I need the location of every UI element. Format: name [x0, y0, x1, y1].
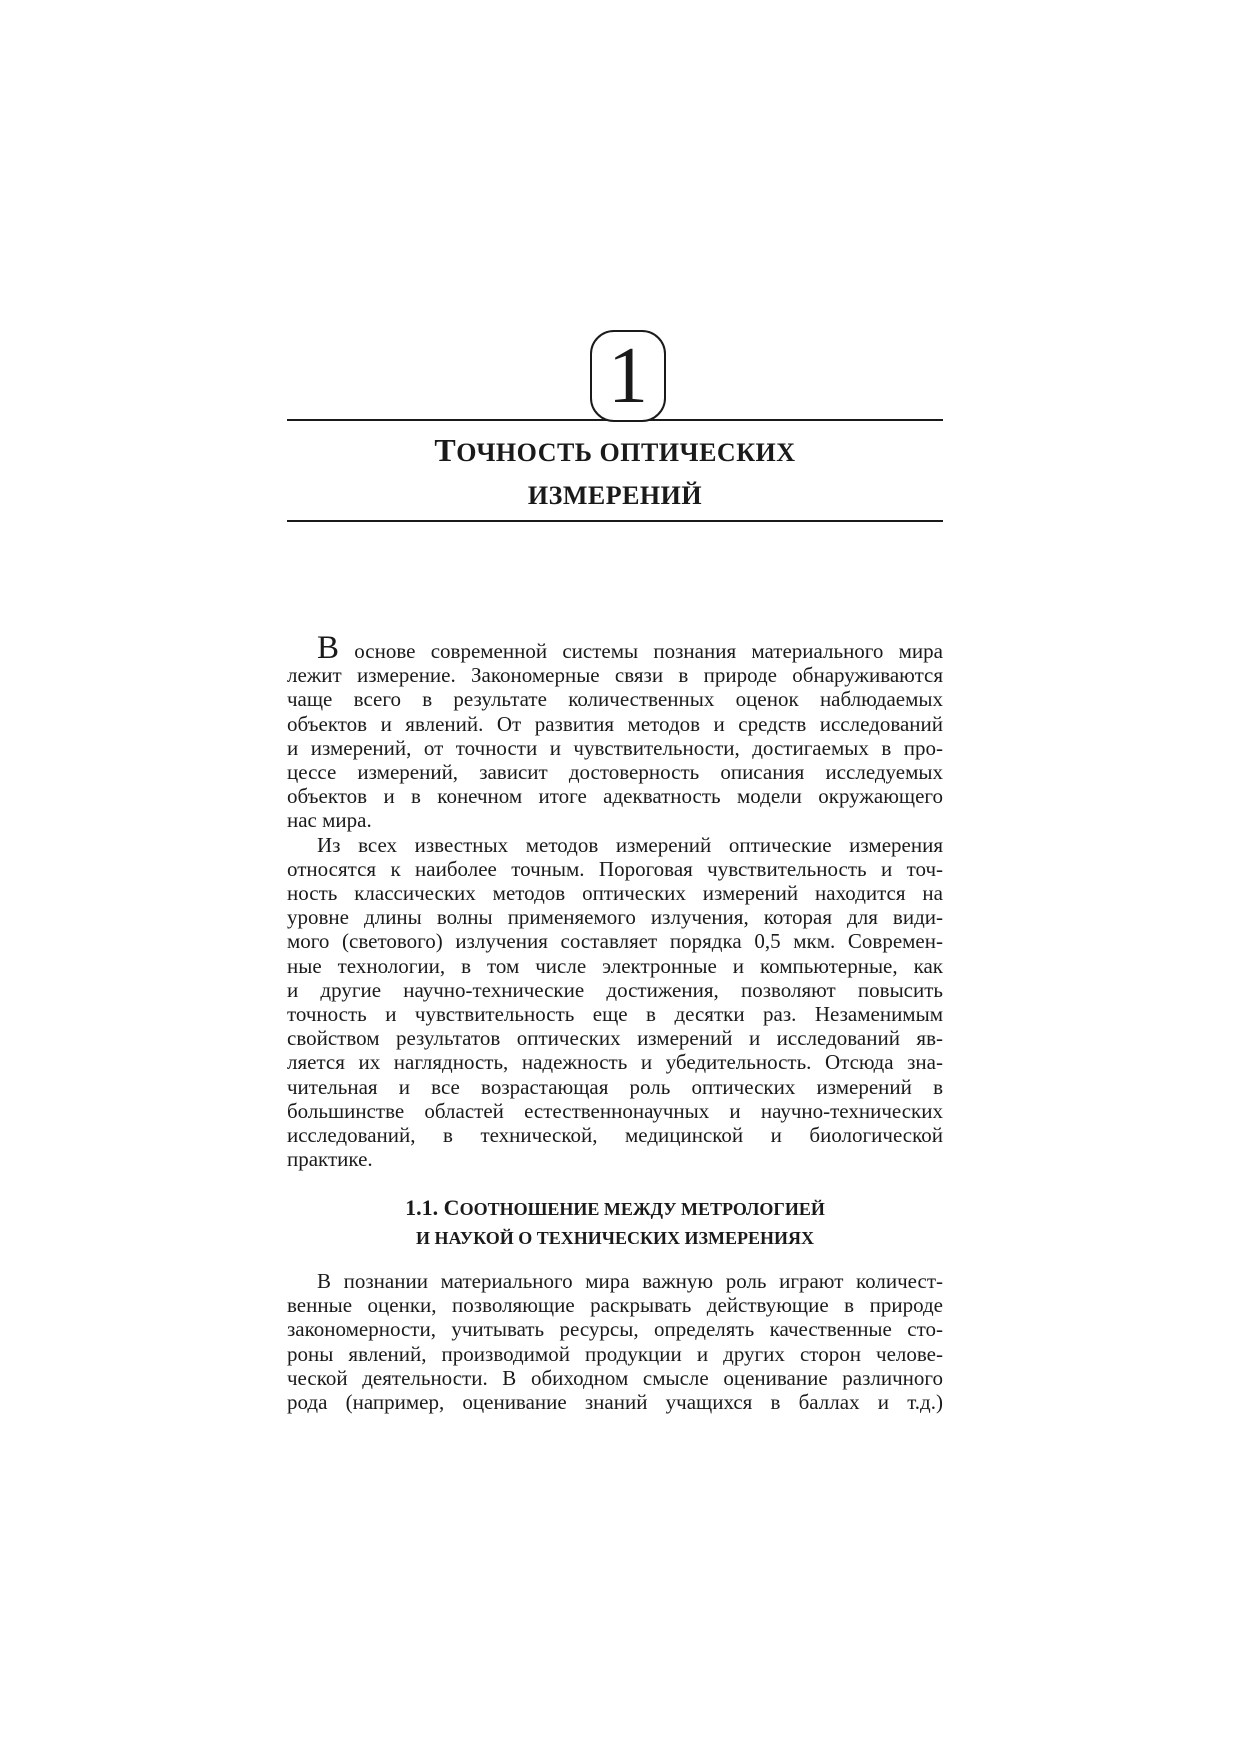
text-line: В основе современной системы познания материального мира	[317, 630, 943, 666]
chapter-title	[287, 430, 943, 516]
text-line: рода (например, оценивание знаний учащихся в баллах и т.д.)	[287, 1390, 943, 1415]
text-line: роны явлений, производимой продукции и других сторон челове-	[287, 1341, 943, 1366]
text-line: венные оценки, позволяющие раскрывать действующие в природе	[287, 1293, 943, 1318]
intro-text	[287, 630, 943, 1172]
chapter-title-initial: Т	[434, 432, 457, 468]
text-line: ляется их наглядность, надежность и убедительность. Отсюда зна-	[287, 1050, 943, 1075]
text-line: чительная и все возрастающая роль оптических измерений в	[287, 1074, 943, 1099]
text-line: объектов и явлений. От развития методов и средств исследований	[287, 711, 943, 736]
text-line: и измерений, от точности и чувствительности, достигаемых в про-	[287, 735, 943, 760]
text-line: относятся к наиболее точным. Пороговая чувствительность и точ-	[287, 856, 943, 881]
text-line: уровне длины волны применяемого излучения, которая для види-	[287, 905, 943, 930]
text-line: закономерности, учитывать ресурсы, определять качественные сто-	[287, 1317, 943, 1342]
text-line: ческой деятельности. В обиходном смысле оценивание различного	[287, 1365, 943, 1390]
chapter-title-line2: ИЗМЕРЕНИЙ	[527, 481, 703, 510]
text-line: практике.	[287, 1147, 373, 1172]
chapter-number-frame	[590, 330, 666, 422]
text-line: объектов и в конечном итоге адекватность модели окружающего	[287, 784, 943, 809]
text-line: и другие научно-технические достижения, позволяют повысить	[287, 977, 943, 1002]
chapter-title-line1-rest: ОЧНОСТЬ ОПТИЧЕСКИХ	[456, 438, 796, 467]
text-line: большинстве областей естественнонаучных и научно-технических	[287, 1098, 943, 1123]
text-line: мого (светового) излучения составляет порядка 0,5 мкм. Современ-	[287, 929, 943, 954]
section-heading-prefix: 1.1. С	[405, 1195, 460, 1220]
text-line: ные технологии, в том числе электронные и компьютерные, как	[287, 953, 943, 978]
section-heading-line1-rest: ООТНОШЕНИЕ МЕЖДУ МЕТРОЛОГИЕЙ	[459, 1199, 825, 1219]
dropcap-letter: В	[317, 630, 340, 666]
text-line: ность классических методов оптических измерений находится на	[287, 881, 943, 906]
chapter-title-rule-bottom	[287, 520, 943, 522]
section-heading-line2: И НАУКОЙ О ТЕХНИЧЕСКИХ ИЗМЕРЕНИЯХ	[415, 1228, 814, 1248]
text-line: точность и чувствительность еще в десятки раз. Незаменимым	[287, 1002, 943, 1027]
text-line: В познании материального мира важную роль играют количест-	[317, 1269, 943, 1293]
chapter-number: 1	[608, 332, 648, 420]
text-line: Из всех известных методов измерений оптические измерения	[317, 832, 943, 857]
text-line: нас мира.	[287, 808, 372, 833]
text-line: цессе измерений, зависит достоверность описания исследуемых	[287, 760, 943, 785]
intro-paragraph-1	[287, 630, 943, 833]
text-line: чаще всего в результате количественных оценок наблюдаемых	[287, 687, 943, 712]
text-line: свойством результатов оптических измерений и исследований яв-	[287, 1026, 943, 1051]
section-heading	[287, 1194, 943, 1252]
intro-paragraph-2	[287, 833, 943, 1172]
text-line: лежит измерение. Закономерные связи в природе обнаруживаются	[287, 663, 943, 688]
section-text	[287, 1269, 943, 1414]
text-line: исследований, в технической, медицинской и биологической	[287, 1123, 943, 1148]
